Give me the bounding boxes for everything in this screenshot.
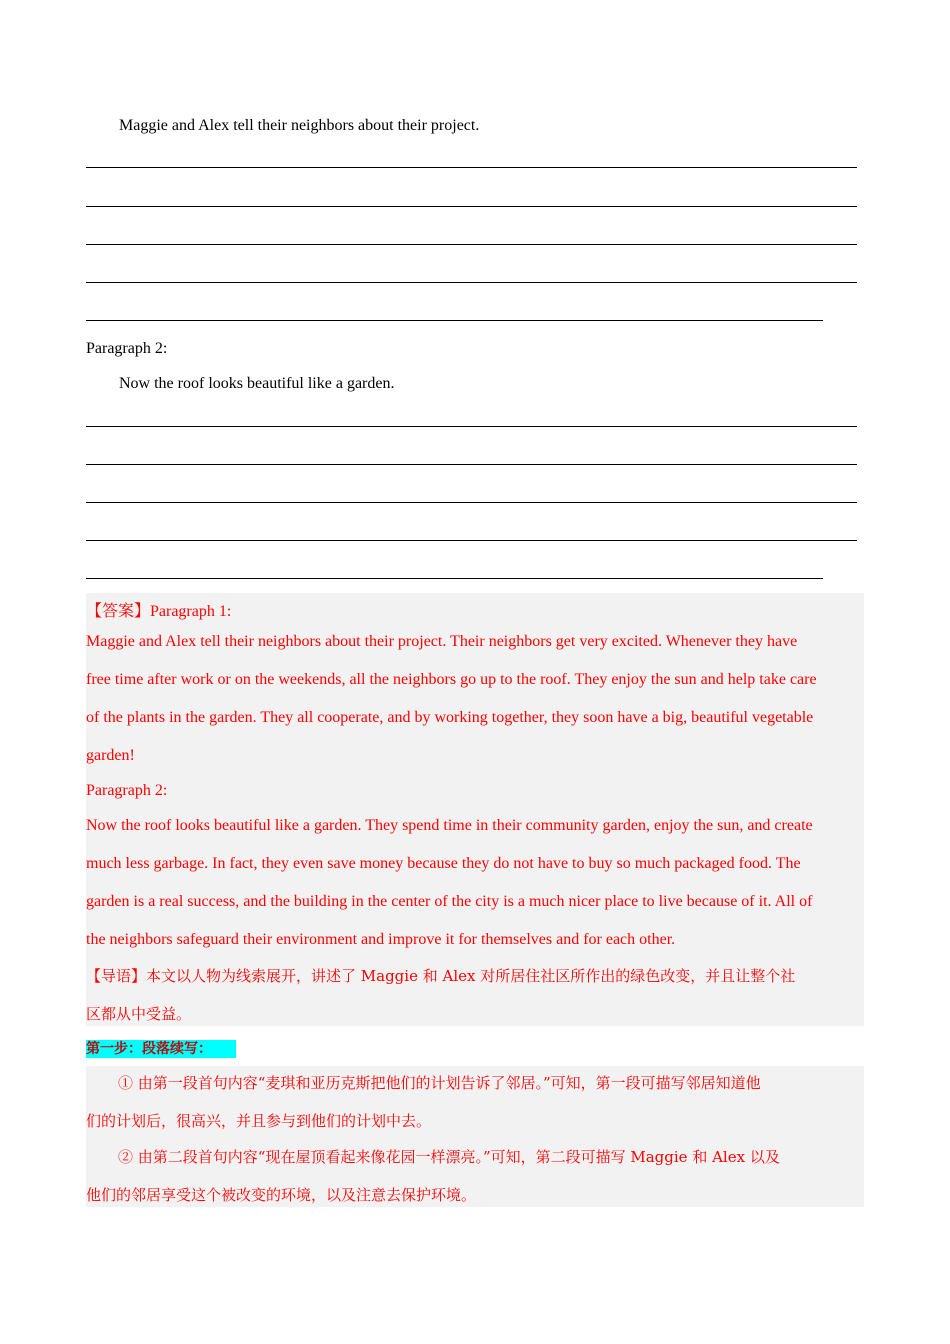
writing-line[interactable]: [86, 282, 857, 283]
answer-p2-line: the neighbors safeguard their environment and improve it for themselves and for each other.: [86, 931, 676, 948]
step1-point1-line: ① 由第一段首句内容“麦琪和亚历克斯把他们的计划告诉了邻居。”可知，第一段可描写邻居知道他: [118, 1074, 761, 1092]
paragraph1-first-sentence: Maggie and Alex tell their neighbors about their project.: [119, 117, 480, 134]
answer-p1-line: Maggie and Alex tell their neighbors about their project. Their neighbors get very excited. Whenever they have: [86, 633, 798, 650]
answer-p2-line: garden is a real success, and the building in the center of the city is a much nicer place to live because of it. All of: [86, 893, 813, 910]
writing-line[interactable]: [86, 320, 823, 321]
writing-line[interactable]: [86, 464, 857, 465]
writing-line[interactable]: [86, 426, 857, 427]
step1-label: 第一步：段落续写：: [86, 1040, 236, 1058]
writing-line[interactable]: [86, 578, 823, 579]
guide-line: 【导语】本文以人物为线索展开，讲述了 Maggie 和 Alex 对所居住社区所作出的绿色改变，并且让整个社: [86, 967, 796, 985]
step1-point2-line: ② 由第二段首句内容“现在屋顶看起来像花园一样漂亮。”可知，第二段可描写 Maggie 和 Alex 以及: [118, 1148, 780, 1166]
answer-p2-label: Paragraph 2:: [86, 782, 168, 799]
answer-p1-line: of the plants in the garden. They all cooperate, and by working together, they soon have a big, beautiful vegetable: [86, 709, 814, 726]
answer-p2-line: much less garbage. In fact, they even save money because they do not have to buy so much packaged food. The: [86, 855, 801, 872]
writing-line[interactable]: [86, 244, 857, 245]
step1-point1-line: 们的计划后，很高兴，并且参与到他们的计划中去。: [86, 1112, 432, 1130]
writing-line[interactable]: [86, 540, 857, 541]
answer-heading: 【答案】Paragraph 1:: [86, 603, 232, 620]
writing-line[interactable]: [86, 206, 857, 207]
paragraph2-label: Paragraph 2:: [86, 340, 168, 357]
answer-p2-line: Now the roof looks beautiful like a garden. They spend time in their community garden, enjoy the sun, and create: [86, 817, 813, 834]
paragraph2-first-sentence: Now the roof looks beautiful like a garden.: [119, 375, 395, 392]
writing-line[interactable]: [86, 167, 857, 168]
step1-point2-line: 他们的邻居享受这个被改变的环境，以及注意去保护环境。: [86, 1186, 477, 1204]
answer-p1-line: free time after work or on the weekends, all the neighbors go up to the roof. They enjoy the sun and help take care: [86, 671, 817, 688]
answer-p1-line: garden!: [86, 747, 135, 764]
writing-line[interactable]: [86, 502, 857, 503]
guide-line: 区都从中受益。: [86, 1005, 192, 1023]
